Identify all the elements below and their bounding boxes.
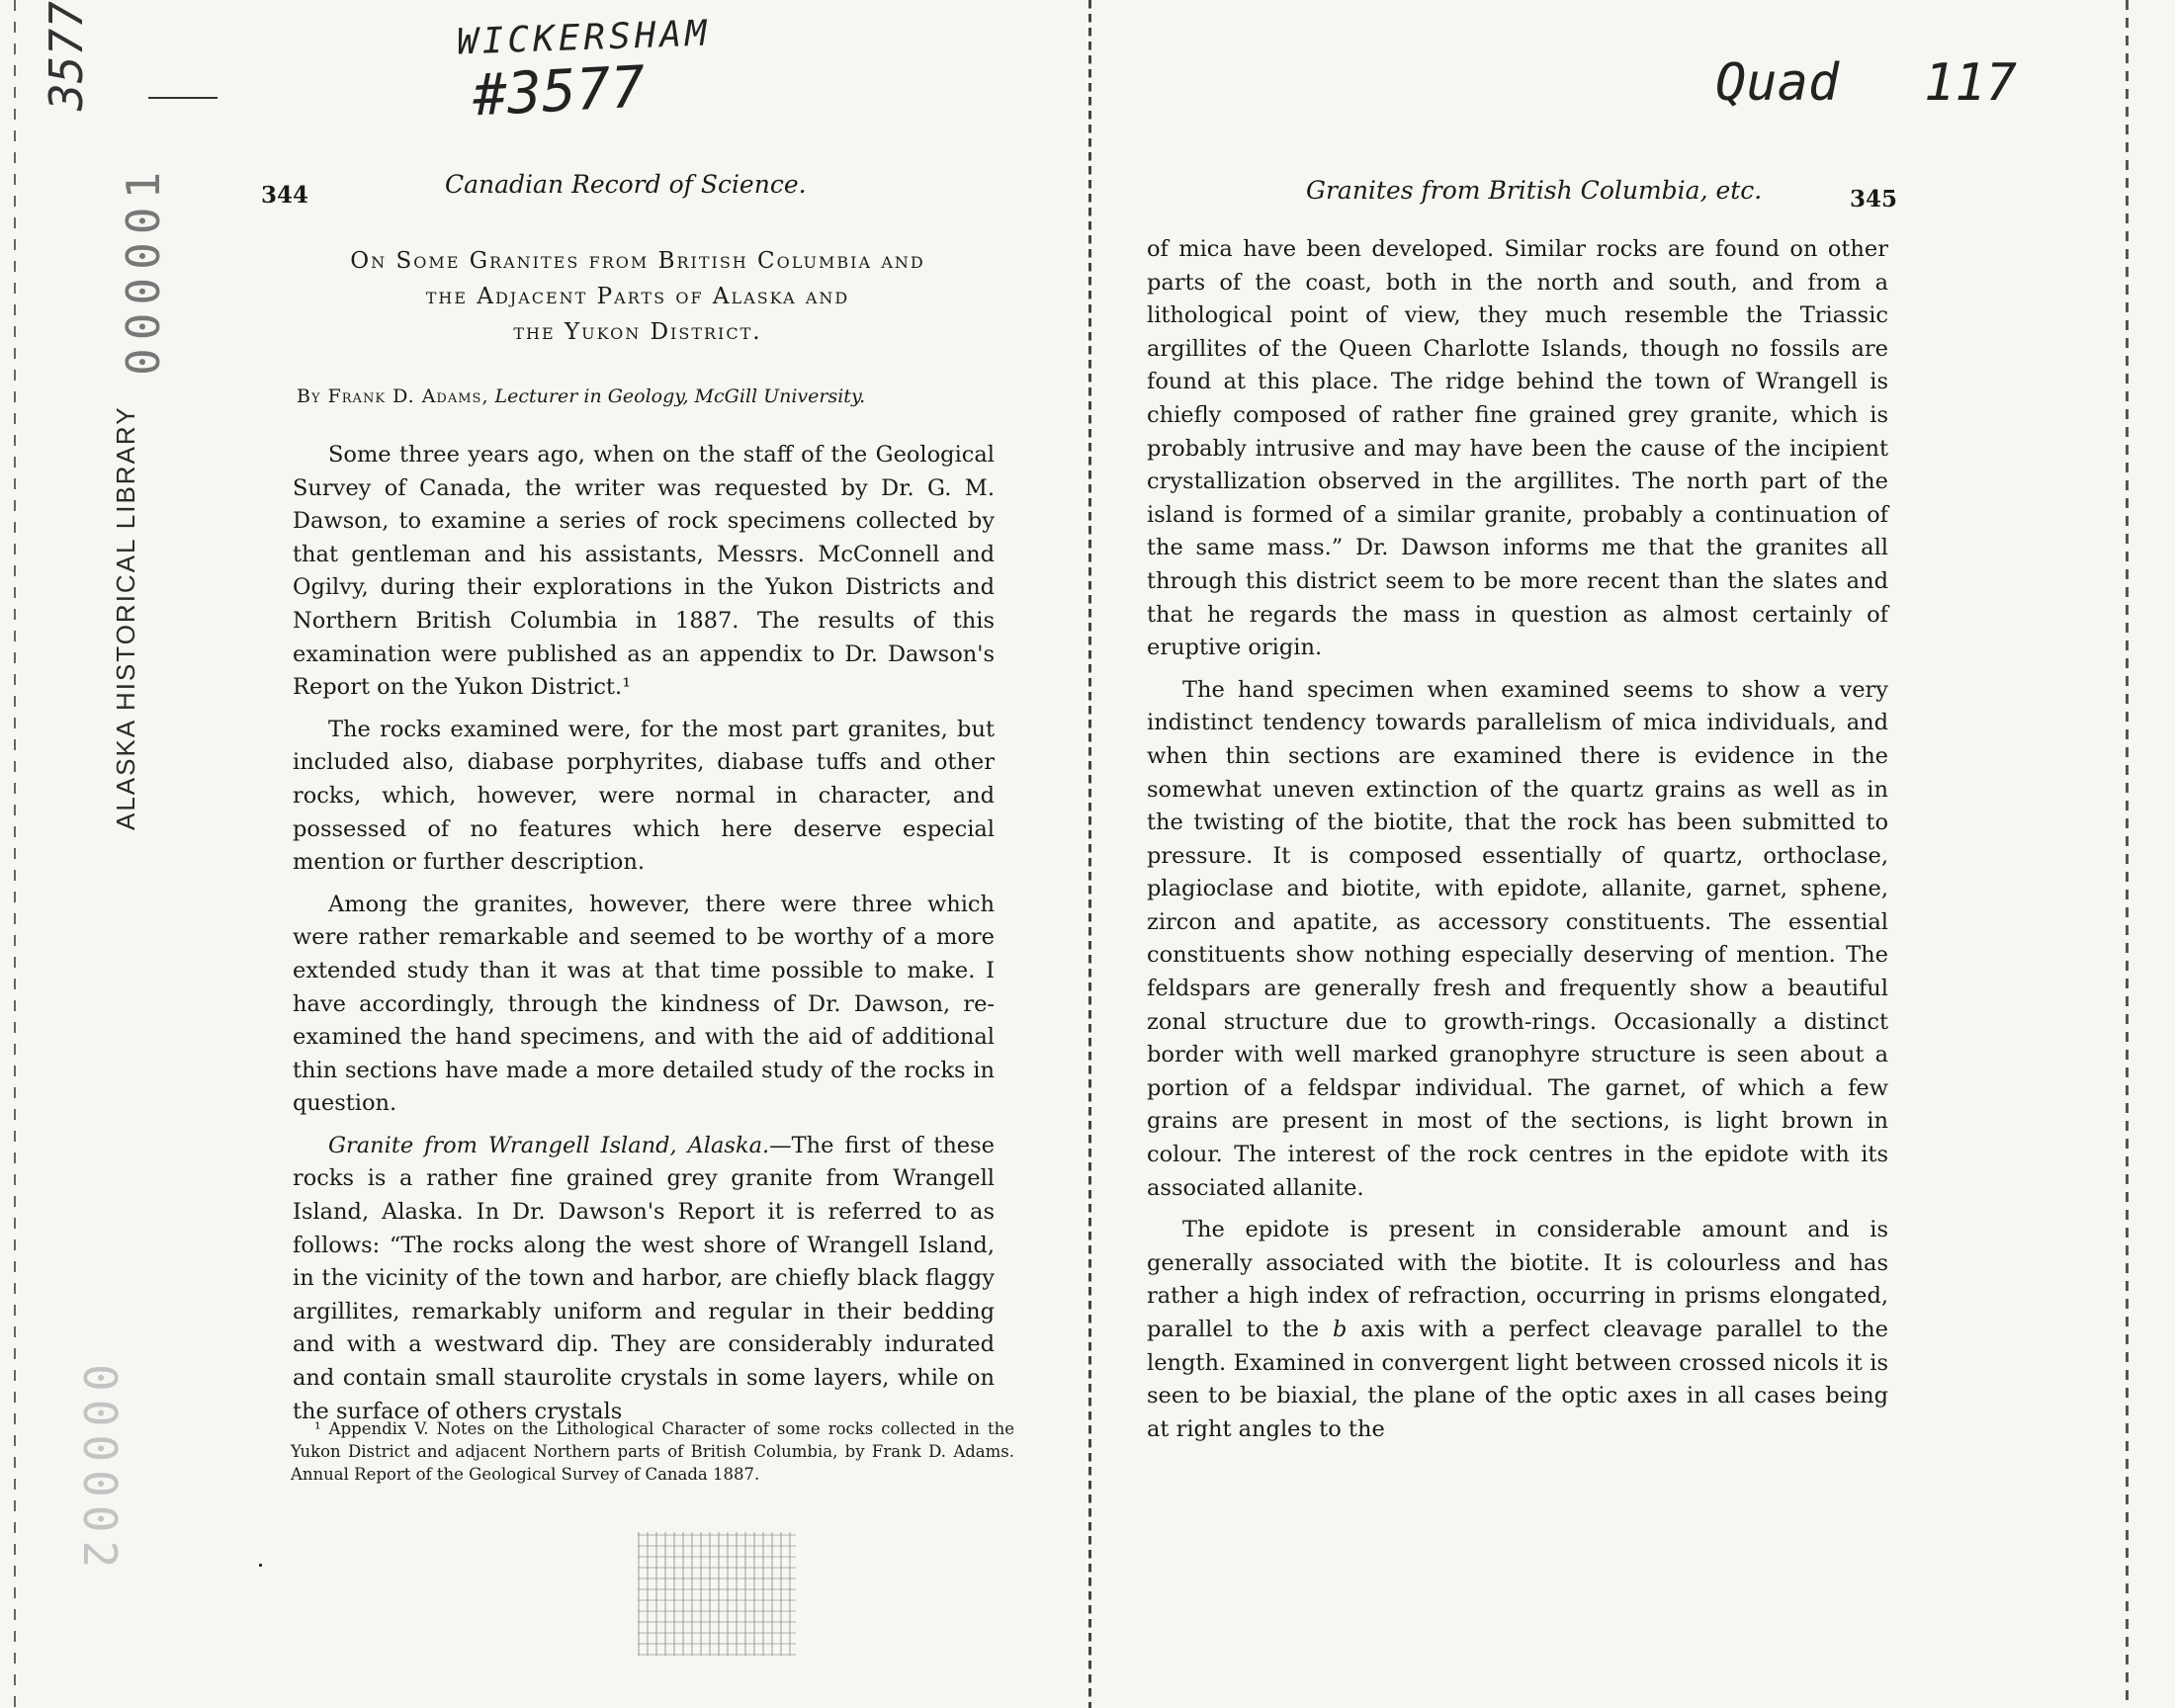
section-heading-wrangell: Granite from Wrangell Island, Alaska. [328, 1132, 770, 1158]
right-page [1091, 0, 2175, 1708]
author-name: By Frank D. Adams, [297, 385, 489, 407]
right-text-column [1147, 233, 1888, 1455]
paragraph-text: The epidote is present in considerable amount and is generally associated with the biotite. It is colourless and has rather a high index of refraction, occurring in prisms elongated, parallel to the [1147, 1217, 1888, 1342]
paragraph-wrangell [293, 1130, 995, 1428]
running-head-left: Canadian Record of Science. [445, 170, 807, 199]
page-number-right: 345 [1850, 186, 1898, 213]
paragraph: The hand specimen when examined seems to show a very indistinct tendency towards parallelism of mica individuals, and when thin sections are examined there is evidence in the somewhat uneven extinction of the quartz grains as well as in the twisting of the biotite, that the rock has been submitted to pressure. It is composed essentially of quartz, orthoclase, plagioclase and biotite, with epidote, allanite, garnet, sphene, zircon and apatite, as accessory constituents. The essential constituents show nothing especially deserving of mention. The feldspars are generally fresh and frequently show a beautiful zonal structure due to growth-rings. Occasionally a distinct border with well marked granophyre structure is seen about a portion of a feldspar individual. The garnet, of which a few grains are present in most of the sections, is light brown in colour. The interest of the rock centres in the epidote with its associated allanite. [1147, 676, 1888, 1201]
paragraph-text: axis with a perfect cleavage parallel to the length. Examined in convergent light between crossed nicols it is seen to be biaxial, the plane of the optic axes in all cases being at right angles to the [1147, 1317, 1888, 1442]
footnote-text: ¹ Appendix V. Notes on the Lithological Character of some rocks collected in the Yukon District and adjacent Northern parts of British Columbia, by Frank D. Adams. Annual Report of the Geological Survey of Canada 1887. [291, 1419, 1014, 1484]
handwritten-accession-number: #3577 [471, 52, 648, 129]
left-text-column [293, 439, 995, 1437]
scan-smudge [638, 1532, 796, 1656]
paragraph: of mica have been developed. Similar rocks are found on other parts of the coast, both in the north and south, and from a lithological point of view, they much resemble the Triassic argillites of the Queen Charlotte Islands, though no fossils are found at this place. The ridge behind the town of Wrangell is chiefly composed of rather fine grained grey granite, which is probably intrusive and may have been the cause of the incipient crystallization observed in the argillites. The north part of the island is formed of a similar granite, probably a continuation of the same mass.” Dr. Dawson informs me that the granites all through this district seem to be more recent than the slates and that he regards the mass in question as almost certainly of eruptive origin. [1147, 236, 1888, 661]
title-line: On Some Granites from British Columbia and [350, 248, 925, 274]
title-line: the Adjacent Parts of Alaska and [425, 284, 850, 309]
paragraph: The rocks examined were, for the most part granites, but included also, diabase porphyrites, diabase tuffs and other rocks, which, however, were normal in character, and possessed of no features which here deserve especial mention or further description. [293, 716, 995, 876]
axis-letter: b [1332, 1317, 1348, 1342]
library-stamp: ALASKA HISTORICAL LIBRARY [111, 405, 140, 830]
title-line: the Yukon District. [513, 319, 762, 345]
paragraph-text: —The first of these rocks is a rather fine grained grey granite from Wrangell Island, Alaska. In Dr. Dawson's Report it is referred to as follows: “The rocks along the west shore of Wrangell Island, in the vicinity of the town and harbor, are chiefly black flaggy argillites, remarkably uniform and regular in their bedding and with a westward dip. They are considerably indurated and contain small staurolite crystals in some layers, while on the surface of others crystals [293, 1132, 995, 1424]
handwritten-wickersham: WICKERSHAM [456, 13, 712, 63]
paragraph: Some three years ago, when on the staff of the Geological Survey of Canada, the writer was requested by Dr. G. M. Dawson, to examine a series of rock specimens collected by that gentleman and his assistants, Messrs. McConnell and Ogilvy, during their explorations in the Yukon Districts and Northern British Columbia in 1887. The results of this examination were published as an appendix to Dr. Dawson's Report on the Yukon District.¹ [293, 442, 995, 701]
page-number-left: 344 [261, 182, 309, 209]
footnote [291, 1417, 1014, 1486]
accession-stamp-bottom: 000002 [73, 1364, 127, 1577]
accession-stamp-top: 000001 [117, 163, 170, 376]
handwritten-quad-note: Quad [1715, 53, 1840, 113]
paragraph-epidote [1147, 1214, 1888, 1446]
author-affiliation: Lecturer in Geology, McGill University. [494, 385, 866, 407]
byline [297, 385, 1008, 407]
paragraph: Among the granites, however, there were three which were rather remarkable and seemed to be worthy of a more extended study than it was at that time possible to make. I have accordingly, through the kindness of Dr. Dawson, re-examined the hand specimens, and with the aid of additional thin sections have made a more detailed study of the rocks in question. [293, 891, 995, 1117]
handwritten-side-number: 3577 [40, 1, 93, 111]
running-head-right: Granites from British Columbia, etc. [1306, 176, 1763, 205]
article-title [247, 243, 1028, 350]
handwritten-quad-number: 117 [1924, 53, 2017, 113]
